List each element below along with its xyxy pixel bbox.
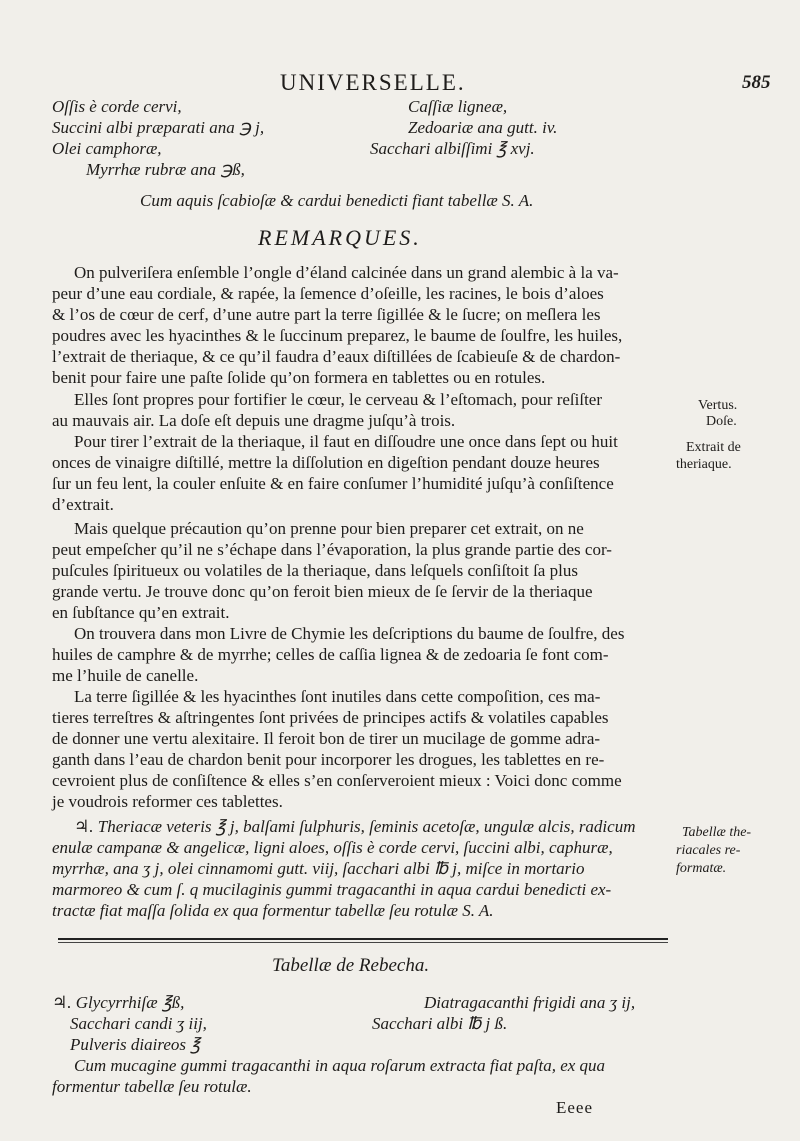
recipe-line: marmoreo & cum ſ. q mucilaginis gummi tragacanthi in aqua cardui benedicti ex- bbox=[52, 880, 612, 900]
remarks-heading: REMARQUES. bbox=[258, 225, 422, 250]
paragraph-line: On trouvera dans mon Livre de Chymie les deſcriptions du baume de ſoulfre, des bbox=[74, 624, 625, 643]
paragraph-4 bbox=[52, 518, 667, 623]
rebecha-left-1: ♃. Glycyrrhiſæ ℥ß, bbox=[52, 993, 185, 1012]
recipe-line: tractæ fiat maſſa ſolida ex qua formentur tabellæ ſeu rotulæ S. A. bbox=[52, 901, 494, 921]
paragraph-line: ſur un feu lent, la couler enſuite & en faire conſumer l’humidité juſqu’à conſiſtence bbox=[52, 474, 614, 494]
paragraph-6 bbox=[52, 686, 667, 813]
paragraph-line: peut empeſcher qu’il ne s’échape dans l’évaporation, la plus grande partie des cor- bbox=[52, 540, 612, 560]
recipe-left-4: Myrrhæ rubræ ana ℈ß, bbox=[86, 160, 245, 179]
rebecha-left-3: Pulveris diaireos ℥ bbox=[70, 1035, 201, 1054]
paragraph-line: Mais quelque précaution qu’on prenne pour bien preparer cet extrait, on ne bbox=[74, 519, 584, 538]
section-divider-thin bbox=[58, 942, 668, 943]
rebecha-right-1: Diatragacanthi frigidi ana ʒ ij, bbox=[424, 993, 636, 1012]
recipe-line: ♃. Theriacæ veteris ℥ j, balſami ſulphuris, ſeminis acetoſæ, ungulæ alcis, radicum bbox=[74, 817, 636, 836]
recipe-line: enulæ campanæ & angelicæ, ligni aloes, oſſis è corde cervi, ſuccini albi, caphuræ, bbox=[52, 838, 613, 858]
margin-note-tabellae-1: Tabellæ the- bbox=[682, 825, 752, 840]
paragraph-line: benit pour faire une paſte ſolide qu’on formera en tablettes ou en rotules. bbox=[52, 368, 546, 388]
paragraph-line: en ſubſtance qu’en extrait. bbox=[52, 603, 230, 623]
margin-note-extrait-2: theriaque. bbox=[676, 457, 732, 472]
rebecha-title: Tabellæ de Rebecha. bbox=[272, 955, 430, 976]
paragraph-line: grande vertu. Je trouve donc qu’on feroit bien mieux de ſe ſervir de la theriaque bbox=[52, 582, 593, 602]
paragraph-line: onces de vinaigre diſtillé, mettre la diſſolution en digeſtion pendant douze heures bbox=[52, 453, 600, 473]
paragraph-line: je voudrois reformer ces tablettes. bbox=[52, 792, 283, 812]
margin-note-vertus: Vertus. bbox=[698, 398, 738, 413]
paragraph-3 bbox=[52, 431, 667, 515]
paragraph-line: puſcules ſpiritueux ou volatiles de la theriaque, dans leſquels conſiſtoit ſa plus bbox=[52, 561, 578, 581]
paragraph-line: On pulveriſera enſemble l’ongle d’éland calcinée dans un grand alembic à la va- bbox=[74, 263, 619, 282]
paragraph-line: & l’os de cœur de cerf, d’une autre part la terre ſigillée & le ſucre; on meſlera les bbox=[52, 305, 601, 325]
paragraph-line: me l’huile de canelle. bbox=[52, 666, 199, 686]
margin-note-tabellae-3: formatæ. bbox=[676, 861, 727, 876]
page-number: 585 bbox=[742, 72, 771, 93]
paragraph-line: l’extrait de theriaque, & ce qu’il faudra d’eaux diſtillées de ſcabieuſe & de chardon- bbox=[52, 347, 621, 367]
recipe-left-1: Oſſis è corde cervi, bbox=[52, 97, 182, 116]
paragraph-line: peur d’une eau cordiale, & rapée, la ſemence d’oſeille, les racines, le bois d’aloes bbox=[52, 284, 604, 304]
reformed-recipe bbox=[52, 816, 667, 921]
margin-note-dose: Doſe. bbox=[706, 414, 737, 429]
recipe-left-2: Succini albi præparati ana ℈ j, bbox=[52, 118, 265, 137]
paragraph-line: tieres terreſtres & aſtringentes ſont privées de principes actifs & volatiles capables bbox=[52, 708, 609, 728]
rebecha-closing-2: formentur tabellæ ſeu rotulæ. bbox=[52, 1077, 252, 1096]
section-divider bbox=[58, 938, 668, 940]
paragraph-1 bbox=[52, 262, 667, 389]
recipe-right-2: Zedoariæ ana gutt. iv. bbox=[408, 118, 558, 137]
margin-note-extrait-1: Extrait de bbox=[686, 440, 741, 455]
paragraph-line: La terre ſigillée & les hyacinthes ſont inutiles dans cette compoſition, ces ma- bbox=[74, 687, 601, 706]
paragraph-2 bbox=[52, 389, 667, 431]
recipe-right-3: Sacchari albiſſimi ℥ xvj. bbox=[370, 139, 535, 158]
recipe-line: myrrhæ, ana ʒ j, olei cinnamomi gutt. viij, ſacchari albi ℔ j, miſce in mortario bbox=[52, 859, 585, 879]
paragraph-line: huiles de camphre & de myrrhe; celles de caſſia lignea & de zedoaria ſe font com- bbox=[52, 645, 609, 665]
paragraph-line: Elles ſont propres pour fortifier le cœur, le cerveau & l’eſtomach, pour reſiſter bbox=[74, 390, 603, 409]
paragraph-line: poudres avec les hyacinthes & le ſuccinum preparez, le baume de ſoulfre, les huiles, bbox=[52, 326, 623, 346]
running-header: UNIVERSELLE. bbox=[280, 70, 466, 95]
paragraph-line: au mauvais air. La doſe eſt depuis une dragme juſqu’à trois. bbox=[52, 411, 456, 431]
paragraph-line: Pour tirer l’extrait de la theriaque, il faut en diſſoudre une once dans ſept ou huit bbox=[74, 432, 618, 451]
paragraph-line: cevroient plus de conſiſtence & elles s’en conſerveroient mieux : Voici donc comme bbox=[52, 771, 622, 791]
rebecha-right-2: Sacchari albi ℔ j ß. bbox=[372, 1014, 508, 1033]
paragraph-5 bbox=[52, 623, 667, 686]
paragraph-line: ganth dans l’eau de chardon benit pour incorporer les drogues, les tablettes en re- bbox=[52, 750, 605, 770]
rebecha-closing-1: Cum mucagine gummi tragacanthi in aqua roſarum extracta fiat paſta, ex qua bbox=[74, 1056, 606, 1075]
recipe-left-3: Olei camphoræ, bbox=[52, 139, 162, 158]
recipe-right-1: Caſſiæ ligneæ, bbox=[408, 97, 508, 116]
paragraph-line: d’extrait. bbox=[52, 495, 114, 515]
margin-note-tabellae-2: riacales re- bbox=[676, 843, 741, 858]
paragraph-line: de donner une vertu alexitaire. Il feroit bon de tirer un mucilage de gomme adra- bbox=[52, 729, 601, 749]
signature-mark: Eeee bbox=[556, 1098, 594, 1117]
recipe-closing: Cum aquis ſcabioſæ & cardui benedicti fiant tabellæ S. A. bbox=[140, 191, 534, 210]
rebecha-left-2: Sacchari candi ʒ iij, bbox=[70, 1014, 207, 1033]
